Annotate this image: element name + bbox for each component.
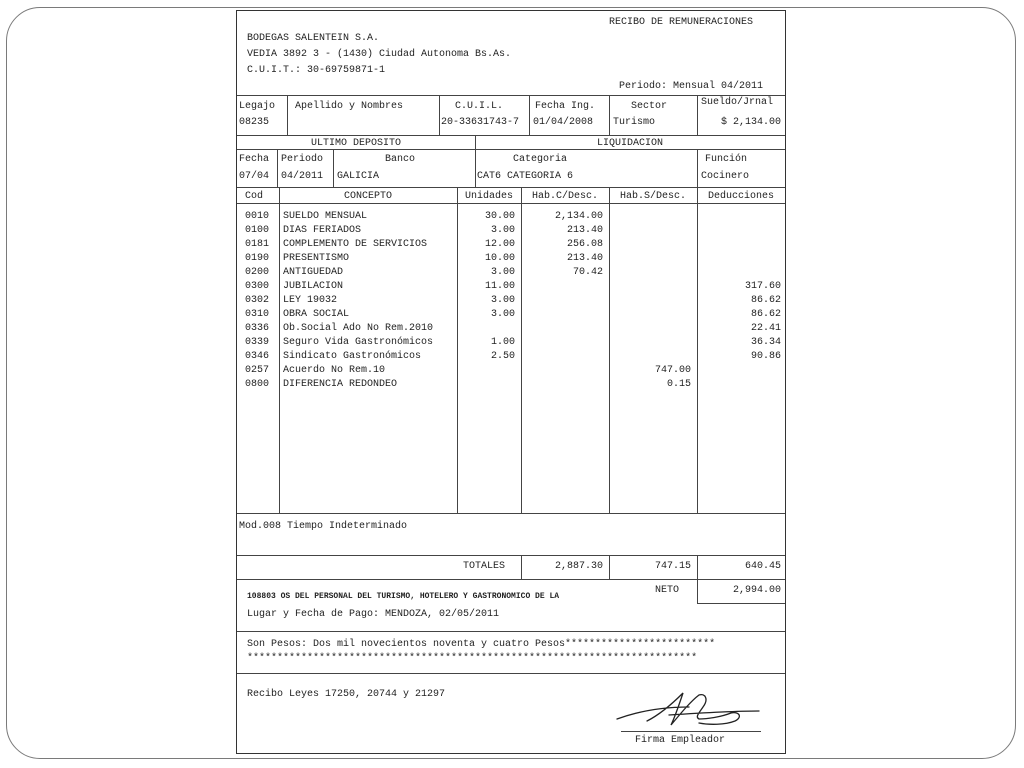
divider bbox=[237, 135, 785, 136]
divider bbox=[237, 203, 785, 204]
deposit-date: 07/04 bbox=[239, 171, 270, 182]
employer-signature bbox=[609, 681, 769, 741]
company-name: BODEGAS SALENTEIN S.A. bbox=[247, 33, 380, 44]
deposit-date-header: Fecha bbox=[239, 154, 270, 165]
payment-place-date: Lugar y Fecha de Pago: MENDOZA, 02/05/2011 bbox=[247, 609, 500, 620]
divider bbox=[237, 513, 785, 514]
cuil-header: C.U.I.L. bbox=[455, 101, 504, 112]
totals-hab-s: 747.15 bbox=[654, 561, 691, 572]
row-code: 0339 bbox=[245, 337, 270, 348]
cuil-value: 20-33631743-7 bbox=[441, 117, 520, 128]
row-concept: DIAS FERIADOS bbox=[283, 225, 362, 236]
deposit-period: 04/2011 bbox=[281, 171, 324, 182]
divider bbox=[237, 673, 785, 674]
divider bbox=[237, 579, 785, 580]
row-concept: OBRA SOCIAL bbox=[283, 309, 350, 320]
row-concept: PRESENTISMO bbox=[283, 253, 350, 264]
company-address: VEDIA 3892 3 - (1430) Ciudad Autonoma Bs.As. bbox=[247, 49, 512, 60]
row-units: 10.00 bbox=[484, 253, 515, 264]
code-header: Cod bbox=[245, 191, 264, 202]
row-code: 0181 bbox=[245, 239, 270, 250]
category-value: CAT6 CATEGORIA 6 bbox=[477, 171, 574, 182]
neto-value: 2,994.00 bbox=[732, 585, 781, 596]
row-code: 0200 bbox=[245, 267, 270, 278]
totals-label: TOTALES bbox=[463, 561, 506, 572]
totals-hab-c: 2,887.30 bbox=[554, 561, 603, 572]
divider bbox=[277, 149, 278, 187]
row-concept: JUBILACION bbox=[283, 281, 344, 292]
divider bbox=[279, 187, 280, 513]
signature-label: Firma Empleador bbox=[635, 735, 726, 746]
contract-mode: Mod.008 Tiempo Indeterminado bbox=[239, 521, 408, 532]
row-hab-c: 213.40 bbox=[566, 253, 603, 264]
row-code: 0190 bbox=[245, 253, 270, 264]
divider bbox=[439, 95, 440, 135]
row-concept: ANTIGUEDAD bbox=[283, 267, 344, 278]
deposit-bank: GALICIA bbox=[337, 171, 380, 182]
row-code: 0302 bbox=[245, 295, 270, 306]
row-hab-c: 2,134.00 bbox=[554, 211, 603, 222]
units-header: Unidades bbox=[464, 191, 513, 202]
row-units: 3.00 bbox=[490, 309, 515, 320]
row-hab-c: 256.08 bbox=[566, 239, 603, 250]
row-units: 30.00 bbox=[484, 211, 515, 222]
row-ded: 317.60 bbox=[744, 281, 781, 292]
row-hab-s: 747.00 bbox=[654, 365, 691, 376]
deposit-period-header: Periodo bbox=[281, 154, 324, 165]
liquidation-title: LIQUIDACION bbox=[596, 138, 663, 149]
sector-header: Sector bbox=[631, 101, 668, 112]
laws-text: Recibo Leyes 17250, 20744 y 21297 bbox=[247, 689, 446, 700]
hab-s-header: Hab.S/Desc. bbox=[619, 191, 686, 202]
row-hab-c: 213.40 bbox=[566, 225, 603, 236]
totals-ded: 640.45 bbox=[744, 561, 781, 572]
amount-words: Son Pesos: Dos mil novecientos noventa y cuatro Pesos************************* bbox=[247, 639, 716, 650]
row-units: 3.00 bbox=[490, 267, 515, 278]
legajo-value: 08235 bbox=[239, 117, 270, 128]
row-concept: Sindicato Gastronómicos bbox=[283, 351, 422, 362]
row-hab-c: 70.42 bbox=[572, 267, 603, 278]
payslip-document bbox=[236, 10, 786, 754]
divider bbox=[237, 95, 785, 96]
row-units: 3.00 bbox=[490, 295, 515, 306]
row-concept: Ob.Social Ado No Rem.2010 bbox=[283, 323, 434, 334]
row-units: 1.00 bbox=[490, 337, 515, 348]
divider bbox=[697, 187, 698, 513]
row-concept: DIFERENCIA REDONDEO bbox=[283, 379, 398, 390]
row-code: 0100 bbox=[245, 225, 270, 236]
row-code: 0336 bbox=[245, 323, 270, 334]
row-concept: Seguro Vida Gastronómicos bbox=[283, 337, 434, 348]
divider bbox=[237, 555, 785, 556]
divider bbox=[697, 603, 785, 604]
divider bbox=[287, 95, 288, 135]
salary-value: $ 2,134.00 bbox=[720, 117, 781, 128]
divider bbox=[333, 149, 334, 187]
row-concept: SUELDO MENSUAL bbox=[283, 211, 368, 222]
function-header: Función bbox=[705, 154, 748, 165]
divider bbox=[609, 95, 610, 135]
receipt-title: RECIBO DE REMUNERACIONES bbox=[609, 17, 754, 28]
row-code: 0346 bbox=[245, 351, 270, 362]
row-code: 0800 bbox=[245, 379, 270, 390]
salary-header: Sueldo/Jrnal bbox=[701, 97, 774, 108]
divider bbox=[609, 187, 610, 513]
deposit-title: ULTIMO DEPOSITO bbox=[310, 138, 401, 149]
hire-date-value: 01/04/2008 bbox=[533, 117, 594, 128]
divider bbox=[237, 187, 785, 188]
row-units: 11.00 bbox=[484, 281, 515, 292]
legajo-header: Legajo bbox=[239, 101, 276, 112]
row-concept: COMPLEMENTO DE SERVICIOS bbox=[283, 239, 428, 250]
ded-header: Deducciones bbox=[707, 191, 774, 202]
row-hab-s: 0.15 bbox=[666, 379, 691, 390]
row-concept: LEY 19032 bbox=[283, 295, 338, 306]
hab-c-header: Hab.C/Desc. bbox=[531, 191, 598, 202]
row-concept: Acuerdo No Rem.10 bbox=[283, 365, 386, 376]
deposit-bank-header: Banco bbox=[385, 154, 416, 165]
row-code: 0010 bbox=[245, 211, 270, 222]
divider bbox=[237, 631, 785, 632]
sector-value: Turismo bbox=[613, 117, 656, 128]
signature-line bbox=[621, 731, 761, 732]
row-units: 2.50 bbox=[490, 351, 515, 362]
row-ded: 86.62 bbox=[750, 309, 781, 320]
union-name: 108803 OS DEL PERSONAL DEL TURISMO, HOTELERO Y GASTRONOMICO DE LA bbox=[247, 592, 560, 601]
row-ded: 22.41 bbox=[750, 323, 781, 334]
row-code: 0300 bbox=[245, 281, 270, 292]
hire-date-header: Fecha Ing. bbox=[535, 101, 596, 112]
amount-words-stars: *************************************************************************** bbox=[247, 653, 698, 664]
divider bbox=[697, 95, 698, 135]
row-ded: 86.62 bbox=[750, 295, 781, 306]
row-units: 3.00 bbox=[490, 225, 515, 236]
row-code: 0310 bbox=[245, 309, 270, 320]
divider bbox=[529, 95, 530, 135]
company-cuit: C.U.I.T.: 30-69759871-1 bbox=[247, 65, 386, 76]
period: Periodo: Mensual 04/2011 bbox=[619, 81, 764, 92]
concept-header: CONCEPTO bbox=[343, 191, 392, 202]
row-ded: 90.86 bbox=[750, 351, 781, 362]
category-header: Categoria bbox=[513, 154, 568, 165]
divider bbox=[697, 149, 698, 187]
row-units: 12.00 bbox=[484, 239, 515, 250]
function-value: Cocinero bbox=[701, 171, 750, 182]
neto-label: NETO bbox=[655, 585, 680, 596]
row-ded: 36.34 bbox=[750, 337, 781, 348]
name-header: Apellido y Nombres bbox=[295, 101, 404, 112]
row-code: 0257 bbox=[245, 365, 270, 376]
